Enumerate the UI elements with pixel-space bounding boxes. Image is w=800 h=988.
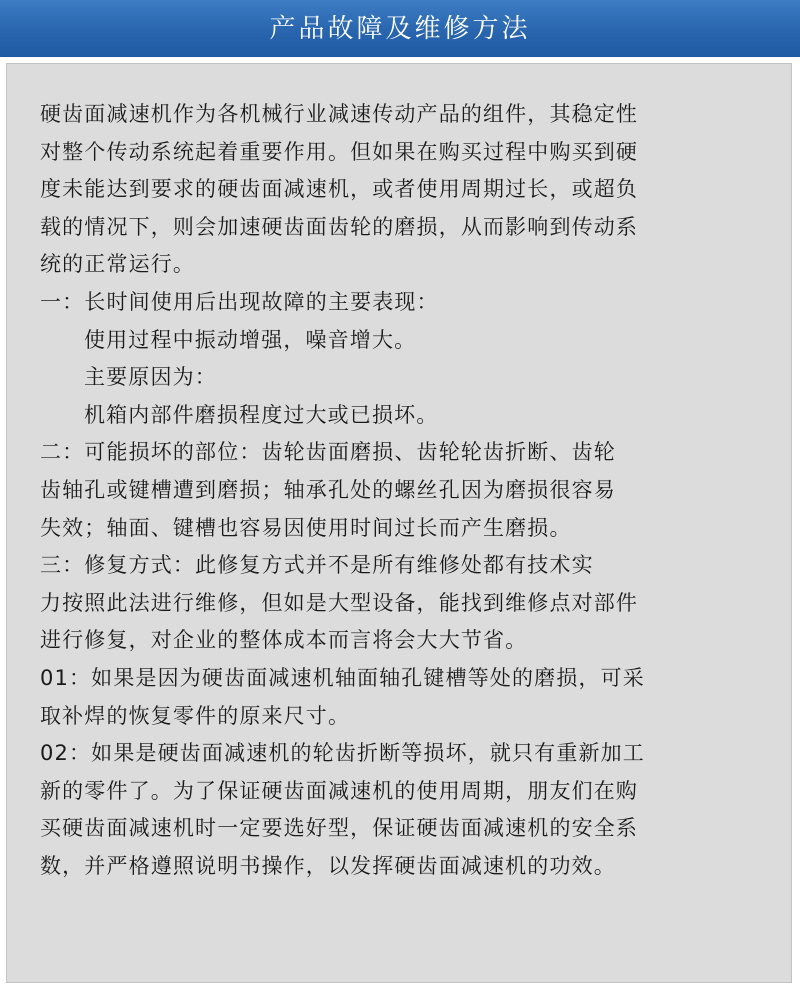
section1-cause: 机箱内部件磨损程度过大或已损坏。	[84, 402, 439, 427]
item02-line: 新的零件了。为了保证硬齿面减速机的使用周期，朋友们在购	[40, 778, 639, 803]
intro-line: 统的正常运行。	[40, 252, 196, 277]
item01-line: 取补焊的恢复零件的原来尺寸。	[40, 703, 351, 728]
intro-line: 度未能达到要求的硬齿面减速机，或者使用周期过长，或超负	[40, 177, 639, 202]
section2-line: 失效；轴面、键槽也容易因使用时间过长而产生磨损。	[40, 515, 572, 540]
section3-line: 进行修复，对企业的整体成本而言将会大大节省。	[40, 628, 528, 653]
item01-line: 01：如果是因为硬齿面减速机轴面轴孔键槽等处的磨损，可采	[40, 665, 645, 690]
intro-line: 载的情况下，则会加速硬齿面齿轮的磨损，从而影响到传动系	[40, 214, 639, 239]
section3-line: 三：修复方式：此修复方式并不是所有维修处都有技术实	[40, 553, 594, 578]
section1-symptom: 使用过程中振动增强，噪音增大。	[84, 327, 417, 352]
section3-line: 力按照此法进行维修，但如是大型设备，能找到维修点对部件	[40, 590, 639, 615]
section1-cause-label: 主要原因为：	[84, 365, 217, 390]
article-body	[40, 96, 770, 885]
item02-line: 02：如果是硬齿面减速机的轮齿折断等损坏，就只有重新加工	[40, 741, 645, 766]
section2-line: 二：可能损坏的部位：齿轮齿面磨损、齿轮轮齿折断、齿轮	[40, 440, 616, 465]
item02-line: 数，并严格遵照说明书操作，以发挥硬齿面减速机的功效。	[40, 853, 616, 878]
section2-line: 齿轴孔或键槽遭到磨损；轴承孔处的螺丝孔因为磨损很容易	[40, 477, 616, 502]
section1-heading: 一：长时间使用后出现故障的主要表现：	[40, 289, 439, 314]
page-header	[0, 0, 800, 57]
intro-line: 硬齿面减速机作为各机械行业减速传动产品的组件，其稳定性	[40, 102, 639, 126]
intro-line: 对整个传动系统起着重要作用。但如果在购买过程中购买到硬	[40, 139, 639, 164]
page-title: 产品故障及维修方法	[269, 13, 531, 44]
item02-line: 买硬齿面减速机时一定要选好型，保证硬齿面减速机的安全系	[40, 816, 639, 841]
